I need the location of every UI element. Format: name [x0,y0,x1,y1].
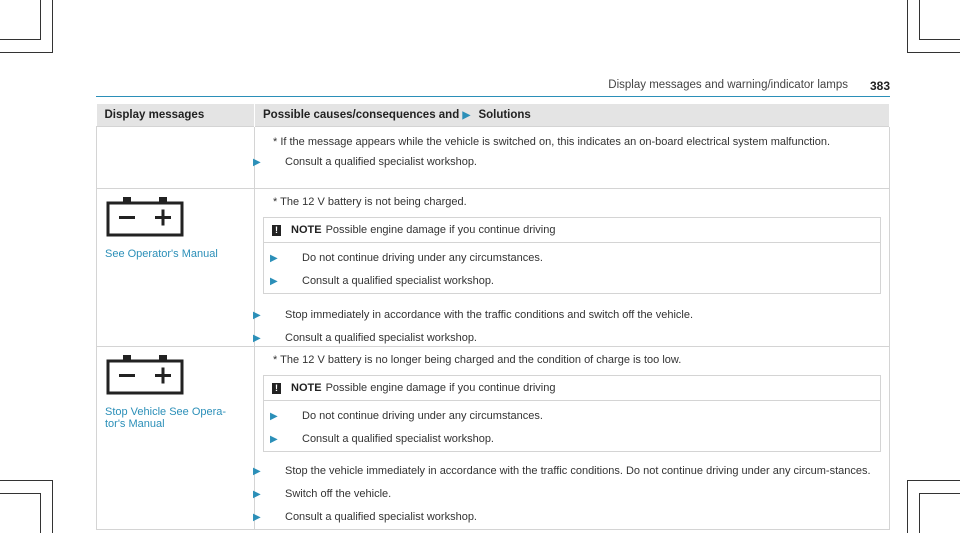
arrow-right-icon: ▶ [462,110,471,121]
note-step: ▶ Do not continue driving under any circumstances. [270,252,543,264]
note-box [263,375,881,452]
crop-mark [40,0,41,40]
crop-mark [0,493,40,494]
table-row [97,189,890,347]
note-header: ! NOTE Possible engine damage if you continue driving [264,218,880,243]
crop-mark [920,39,960,40]
solution-step: ▶ Switch off the vehicle. [253,488,392,500]
arrow-right-icon: ▶ [253,512,261,523]
display-cell [97,189,255,347]
arrow-right-icon: ▶ [253,310,261,321]
crop-mark [907,480,908,533]
display-cell [97,347,255,530]
display-message-link[interactable]: Stop Vehicle See Opera-tor's Manual [105,406,227,430]
solution-step: ▶ Consult a qualified specialist workshop. [253,511,477,523]
crop-mark [919,493,920,533]
header-rule [96,96,890,97]
causes-cell [255,347,890,530]
note-step: ▶ Consult a qualified specialist workshop. [270,275,494,287]
page-header [96,79,890,97]
warning-exclamation-icon: ! [272,225,281,236]
display-message-link[interactable]: See Operator's Manual [105,248,218,260]
causes-cell [255,189,890,347]
crop-mark [907,52,960,53]
crop-mark [0,52,52,53]
arrow-right-icon: ▶ [253,466,261,477]
crop-mark [0,480,52,481]
solution-step: ▶ Stop immediately in accordance with the traffic conditions and switch off the vehicle. [253,309,694,321]
arrow-right-icon: ▶ [253,157,261,168]
cause-text: * If the message appears while the vehicle is switched on, this indicates an on-board electrical system malfunction. [273,136,831,148]
display-messages-table [96,104,890,530]
note-body [264,243,880,293]
note-body [264,401,880,451]
crop-mark [919,0,920,40]
crop-mark [920,493,960,494]
note-box [263,217,881,294]
battery-icon [105,355,185,395]
crop-mark [52,480,53,533]
section-title: Display messages and warning/indicator lamps [608,79,848,91]
crop-mark [40,493,41,533]
page-number: 383 [869,79,890,93]
solution-step: ▶ Consult a qualified specialist workshop. [253,332,477,344]
col-causes-header: Possible causes/consequences and ▶ Solutions [255,104,890,127]
arrow-right-icon: ▶ [270,253,278,264]
causes-cell [255,127,890,189]
col-display-header: Display messages [97,104,255,127]
note-header: ! NOTE Possible engine damage if you continue driving [264,376,880,401]
table-row [97,127,890,189]
crop-mark [907,0,908,53]
cause-text: * The 12 V battery is no longer being charged and the condition of charge is too low. [273,354,682,366]
battery-icon [105,197,185,237]
arrow-right-icon: ▶ [253,489,261,500]
warning-exclamation-icon: ! [272,383,281,394]
solution-step: ▶ Stop the vehicle immediately in accordance with the traffic conditions. Do not continue driving under any circum-stances. [253,465,871,477]
arrow-right-icon: ▶ [270,276,278,287]
note-step: ▶ Do not continue driving under any circumstances. [270,410,543,422]
arrow-right-icon: ▶ [270,434,278,445]
note-step: ▶ Consult a qualified specialist workshop. [270,433,494,445]
display-cell [97,127,255,189]
crop-mark [907,480,960,481]
table-header-row [97,104,890,127]
crop-mark [52,0,53,53]
arrow-right-icon: ▶ [270,411,278,422]
solution-step: ▶ Consult a qualified specialist workshop. [253,156,477,168]
arrow-right-icon: ▶ [253,333,261,344]
table-row [97,347,890,530]
crop-mark [0,39,40,40]
cause-text: * The 12 V battery is not being charged. [273,196,467,208]
